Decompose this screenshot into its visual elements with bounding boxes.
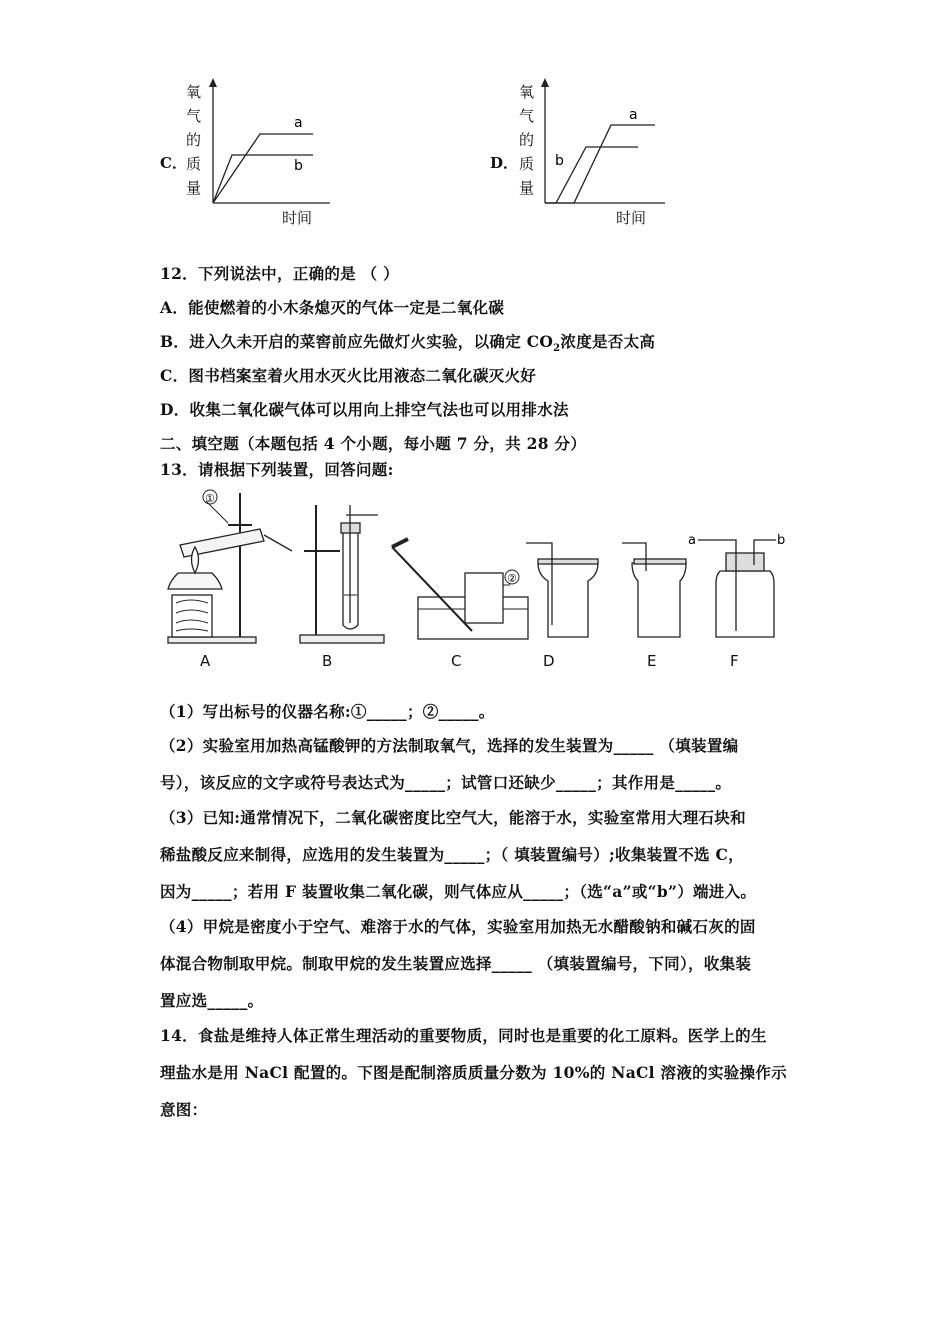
q12-option-b-text: B．进入久未开启的菜窖前应先做灯火实验，以确定 CO	[160, 332, 554, 351]
q12-option-b	[160, 330, 655, 354]
apparatus-label-a: A	[200, 652, 211, 670]
y-axis-char: 的	[186, 131, 202, 149]
q13-part4-line2: 体混合物制取甲烷。制取甲烷的发生装置应选择_____ （填装置编号，下同），收集装	[160, 954, 752, 973]
q13-part2-line1: （2）实验室用加热高锰酸钾的方法制取氧气，选择的发生装置为_____ （填装置编	[160, 736, 739, 755]
apparatus-a	[168, 490, 292, 643]
glass-plate	[538, 559, 598, 564]
flame	[192, 547, 199, 573]
apparatus-c	[392, 539, 528, 639]
collecting-bottle	[538, 563, 598, 637]
rubber-tube	[392, 539, 408, 547]
y-axis-char: 的	[519, 131, 535, 149]
stand-base	[300, 635, 384, 643]
q14-line3: 意图：	[160, 1100, 208, 1119]
q13-part3-line3: 因为_____；若用 F 装置收集二氧化碳，则气体应从_____；（选“a”或“b”）端进入。	[160, 882, 757, 901]
stopper	[726, 553, 764, 571]
q12-option-d: D．收集二氧化碳气体可以用向上排空气法也可以用排水法	[160, 400, 569, 419]
apparatus-label-b: B	[322, 652, 333, 670]
q12-option-c: C．图书档案室着火用水灭火比用液态二氧化碳灭火好	[160, 366, 537, 385]
gas-jar	[465, 573, 503, 623]
y-axis-char: 质	[519, 155, 535, 173]
delivery-tube	[264, 535, 292, 551]
q13-part4-line3: 置应选_____。	[160, 991, 264, 1010]
curve-b-label: b	[555, 153, 564, 169]
y-axis-char: 氧	[519, 83, 535, 101]
curve-a-label: a	[629, 107, 638, 123]
q12-stem: 12．下列说法中，正确的是 （ ）	[160, 264, 399, 283]
graph-c-y-axis-label	[186, 80, 206, 200]
section-2-title: 二、填空题（本题包括 4 个小题，每小题 7 分，共 28 分）	[160, 434, 587, 453]
marker-1: ①	[205, 492, 215, 505]
q13-stem: 13．请根据下列装置，回答问题:	[160, 460, 394, 479]
q14-line1: 14．食盐是维持人体正常生理活动的重要物质，同时也是重要的化工原料。医学上的生	[160, 1026, 767, 1045]
q12-option-b-tail: 浓度是否太高	[560, 332, 656, 351]
apparatus-d	[526, 543, 598, 637]
q13-part2-line2: 号），该反应的文字或符号表达式为_____；试管口还缺少_____；其作用是_____。	[160, 773, 732, 792]
y-axis-char: 质	[186, 155, 202, 173]
y-axis-char: 氧	[186, 83, 202, 101]
graph-d-x-axis-label: 时间	[616, 209, 647, 227]
curve-b-label: b	[294, 158, 303, 174]
q12-option-a: A．能使燃着的小木条熄灭的气体一定是二氧化碳	[160, 298, 505, 317]
collecting-bottle	[632, 563, 686, 637]
co2-subscript: 2	[553, 343, 561, 355]
q14-line2: 理盐水是用 NaCl 配置的。下图是配制溶质质量分数为 10%的 NaCl 溶液的实验操作示	[160, 1063, 787, 1082]
y-axis-char: 量	[519, 179, 535, 197]
q13-part3-line1: （3）已知:通常情况下，二氧化碳密度比空气大，能溶于水，实验室常用大理石块和	[160, 808, 746, 827]
apparatus-b	[300, 505, 384, 643]
option-c-label: C．	[160, 154, 187, 172]
apparatus-label-f: F	[730, 652, 739, 670]
apparatus-figure	[160, 485, 800, 650]
apparatus-label-d: D	[543, 652, 555, 670]
apparatus-e	[622, 543, 686, 637]
port-a-label: a	[688, 533, 696, 548]
option-d-label: D．	[490, 154, 519, 172]
marker-2: ②	[507, 572, 517, 585]
alcohol-lamp	[168, 573, 222, 589]
graph-d-plot	[537, 76, 672, 211]
q13-part3-line2: 稀盐酸反应来制得，应选用的发生装置为_____；（ 填装置编号）;收集装置不选 C，	[160, 845, 744, 864]
y-axis-char: 量	[186, 179, 202, 197]
y-axis-char: 气	[519, 107, 535, 125]
q13-part4-line1: （4）甲烷是密度小于空气、难溶于水的气体，实验室用加热无水醋酸钠和碱石灰的固	[160, 917, 756, 936]
curve-a-label: a	[294, 115, 303, 131]
apparatus-f	[698, 540, 776, 637]
apparatus-label-c: C	[451, 652, 462, 670]
graph-c-x-axis-label: 时间	[282, 209, 313, 227]
y-axis-char: 气	[186, 107, 202, 125]
apparatus-label-e: E	[647, 652, 657, 670]
washing-bottle	[716, 571, 774, 637]
y-axis-arrow	[541, 78, 549, 87]
graph-d-y-axis-label	[519, 80, 539, 200]
stand-base	[168, 637, 256, 643]
y-axis-arrow	[209, 78, 217, 87]
q13-part1: （1）写出标号的仪器名称:①_____；②_____。	[160, 702, 495, 721]
port-b-label: b	[777, 533, 786, 548]
graph-c-plot	[205, 76, 335, 211]
glass-plate	[634, 559, 686, 564]
